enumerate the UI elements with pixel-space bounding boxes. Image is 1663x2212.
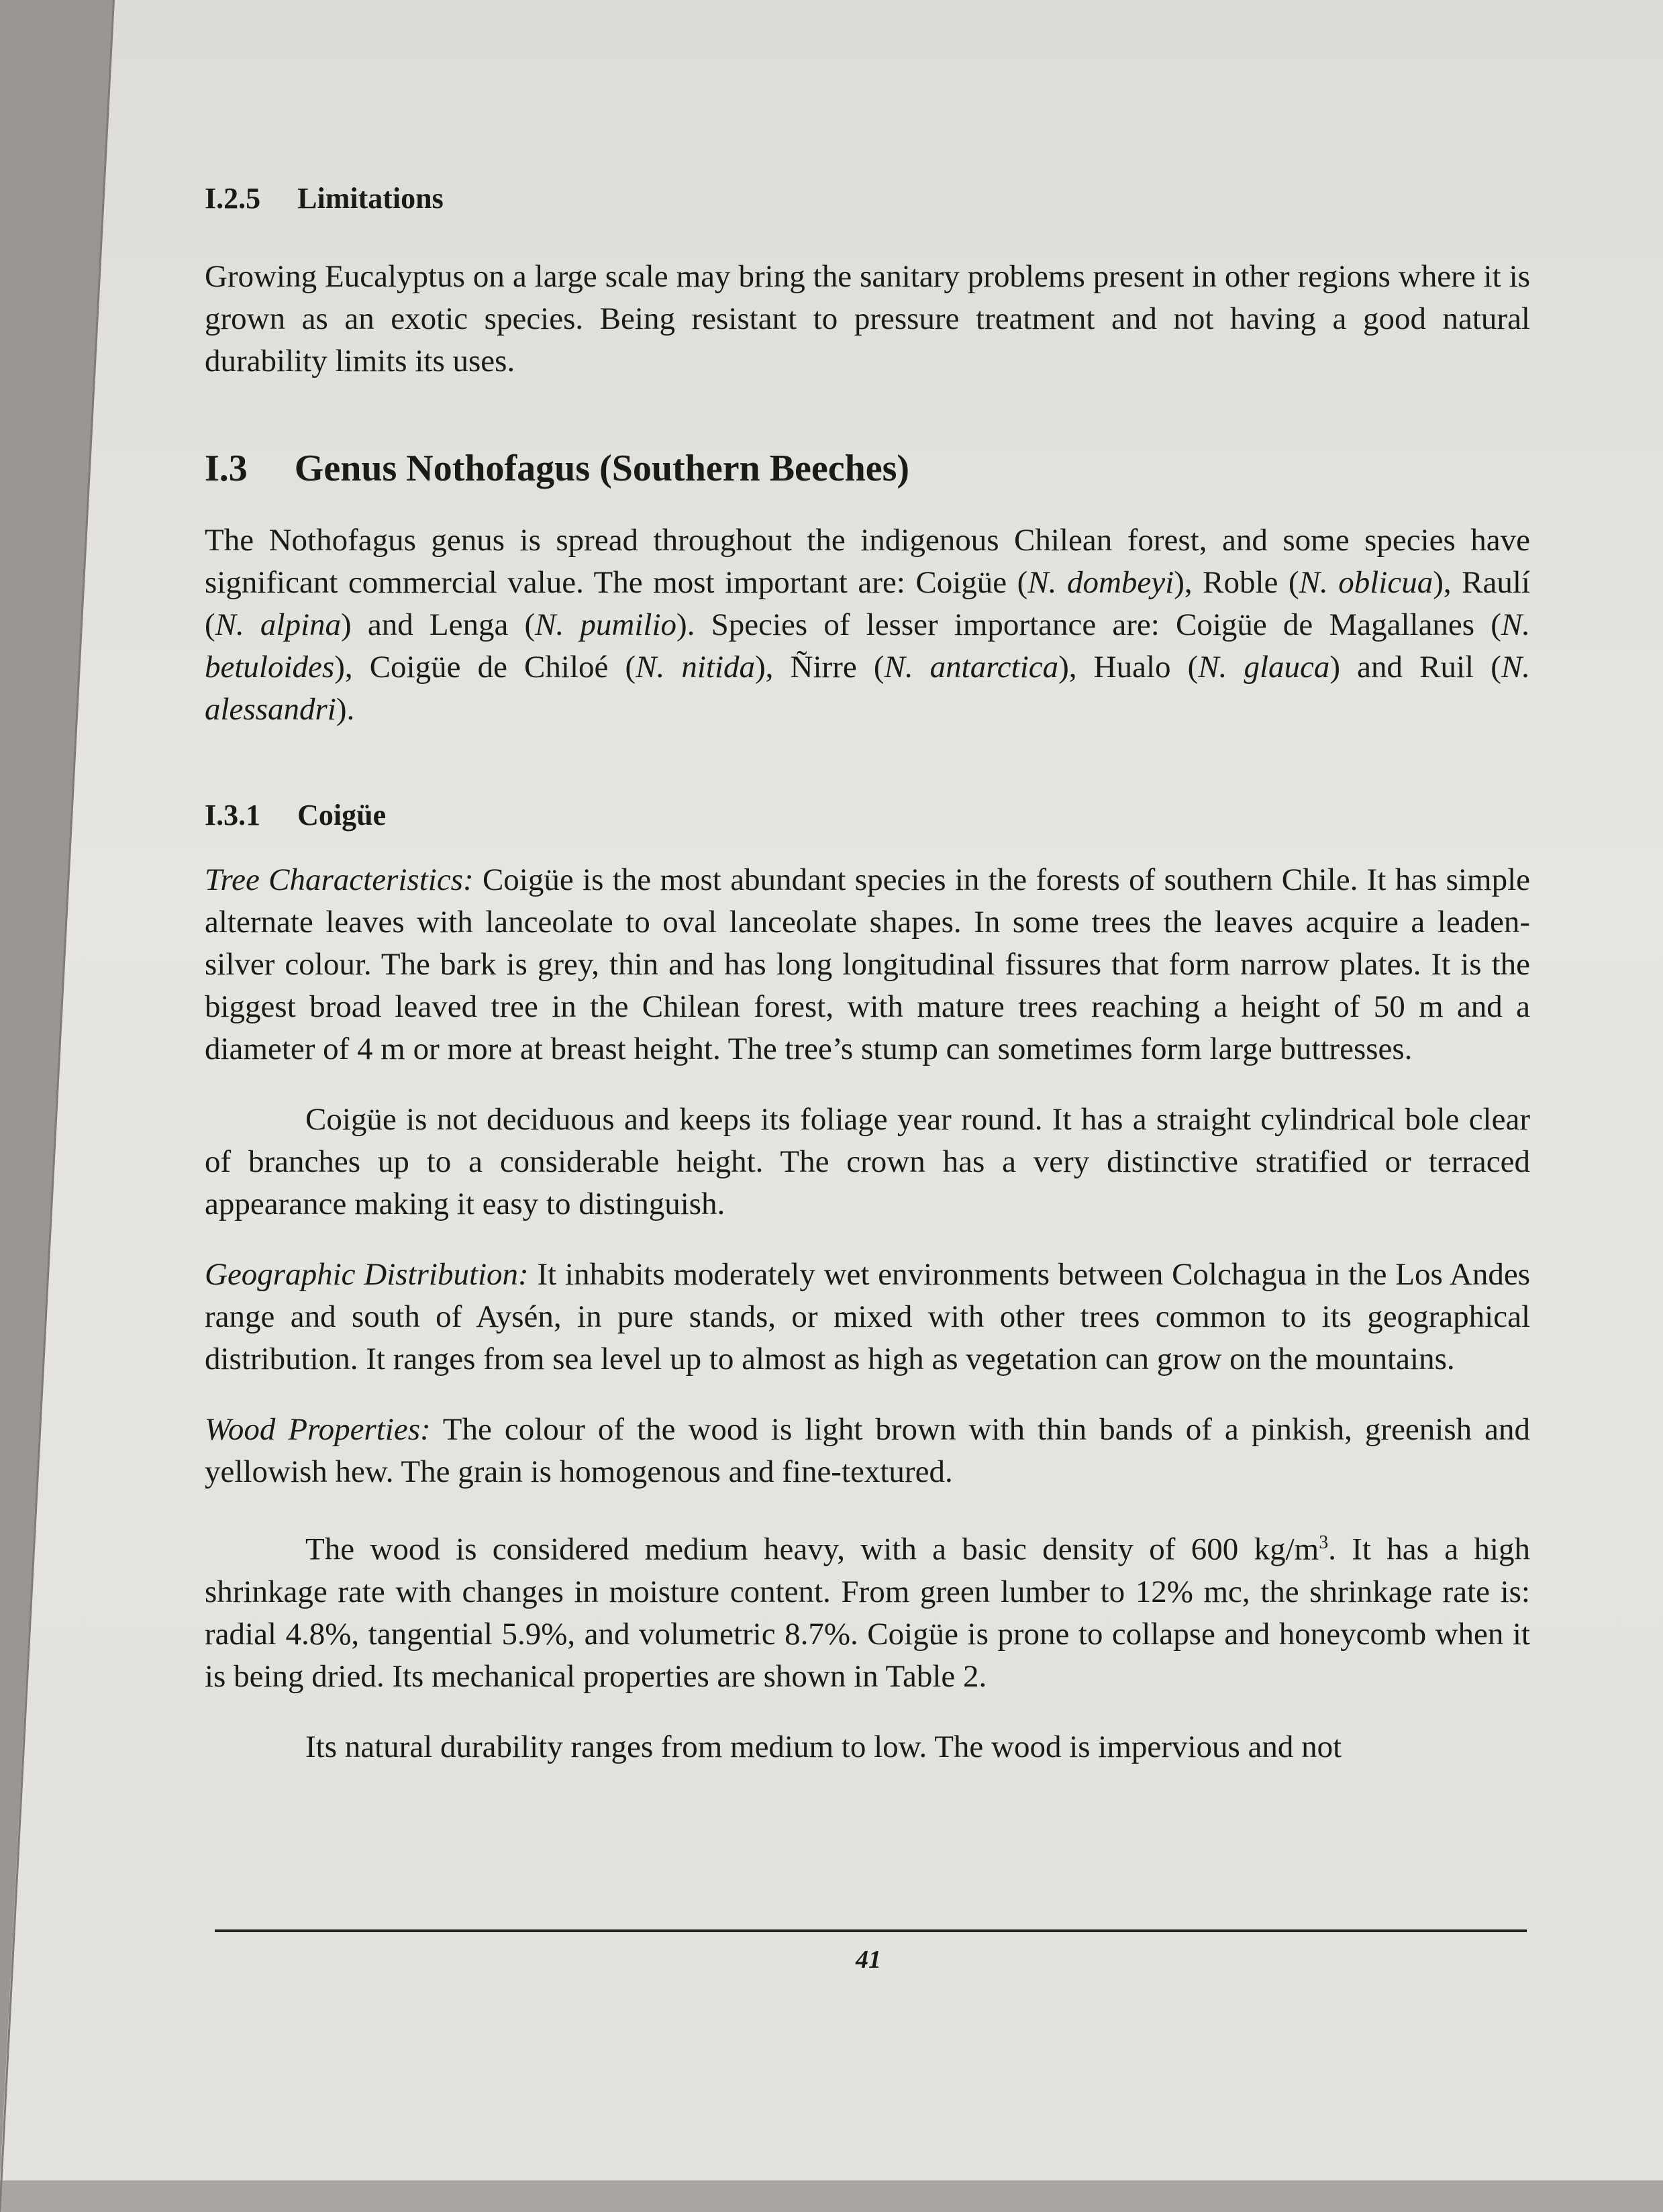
paragraph-nothofagus-species: The Nothofagus genus is spread throughout the indigenous Chilean forest, and some species have significant commercial value. The most important are: Coigüe (N. dombeyi), Roble (N. oblicua), Raulí (N. alpina) and Lenga (N. pumilio). Species of lesser importance are: Coigüe de Magallanes (N. betuloides), Coigüe de Chiloé (N. nitida), Ñirre (N. antarctica), Hualo (N. glauca) and Ruil (N. alessandri).: [205, 523, 1531, 727]
paragraph-density: The wood is considered medium heavy, with a basic density of 600 $kg/m^3$. It has a high shrinkage rate with changes in moisture content. From green lumber to 12% mc, the shrinkage rate is: radial 4.8%, tangential 5.9%, and volumetric 8.7%. Coigüe is prone to collapse and honeycomb when it is being dried. Its mechanical properties are shown in Table 2.: [205, 1531, 1530, 1694]
footer-rule: [215, 1929, 1527, 1932]
paragraph-deciduous: Coigüe is not deciduous and keeps its foliage year round. It has a straight cylindrical bole clear of branches up to a considerable height. The crown has a very distinctive stratified or terraced appearance making it easy to distinguish.: [205, 1102, 1530, 1221]
paragraph-label: Geographic Distribution:: [205, 1257, 529, 1292]
paragraph-geographic-distribution: Geographic Distribution: It inhabits moderately wet environments between Colchagua in the Los Andes range and south of Aysén, in pure stands, or mixed with other trees common to its geographical distribution. It ranges from sea level up to almost as high as vegetation can grow on the mountains.: [205, 1257, 1530, 1376]
paragraph-durability: Its natural durability ranges from medium to low. The wood is impervious and not: [305, 1729, 1342, 1764]
heading-genus-nothofagus: [205, 447, 1530, 490]
heading-limitations: [205, 181, 1530, 215]
paragraph-limitations: Growing Eucalyptus on a large scale may bring the sanitary problems present in other regions where it is grown as an exotic species. Being resistant to pressure treatment and not having a good natural durability limits its uses.: [205, 259, 1530, 379]
heading-number: I.2.5: [205, 182, 261, 215]
heading-title: Coigüe: [297, 799, 387, 832]
paragraph-label: Wood Properties:: [205, 1412, 431, 1447]
heading-title: Genus Nothofagus (Southern Beeches): [294, 448, 910, 489]
heading-coigue: [205, 798, 1530, 832]
heading-title: Limitations: [297, 182, 444, 215]
paragraph-label: Tree Characteristics:: [205, 862, 474, 897]
heading-number: I.3.1: [205, 799, 261, 832]
document-body: [205, 181, 1530, 1768]
paragraph-tree-characteristics: Tree Characteristics: Coigüe is the most abundant species in the forests of southern Chile. It has simple alternate leaves with lanceolate to oval lanceolate shapes. In some trees the leaves acquire a leaden-silver colour. The bark is grey, thin and has long longitudinal fissures that form narrow plates. It is the biggest broad leaved tree in the Chilean forest, with mature trees reaching a height of 50 m and a diameter of 4 m or more at breast height. The tree’s stump can sometimes form large buttresses.: [205, 862, 1531, 1066]
page-number: 41: [856, 1946, 881, 1974]
paragraph-wood-properties: Wood Properties: The colour of the wood is light brown with thin bands of a pinkish, greenish and yellowish hew. The grain is homogenous and fine-textured.: [205, 1412, 1530, 1489]
heading-number: I.3: [205, 448, 248, 489]
